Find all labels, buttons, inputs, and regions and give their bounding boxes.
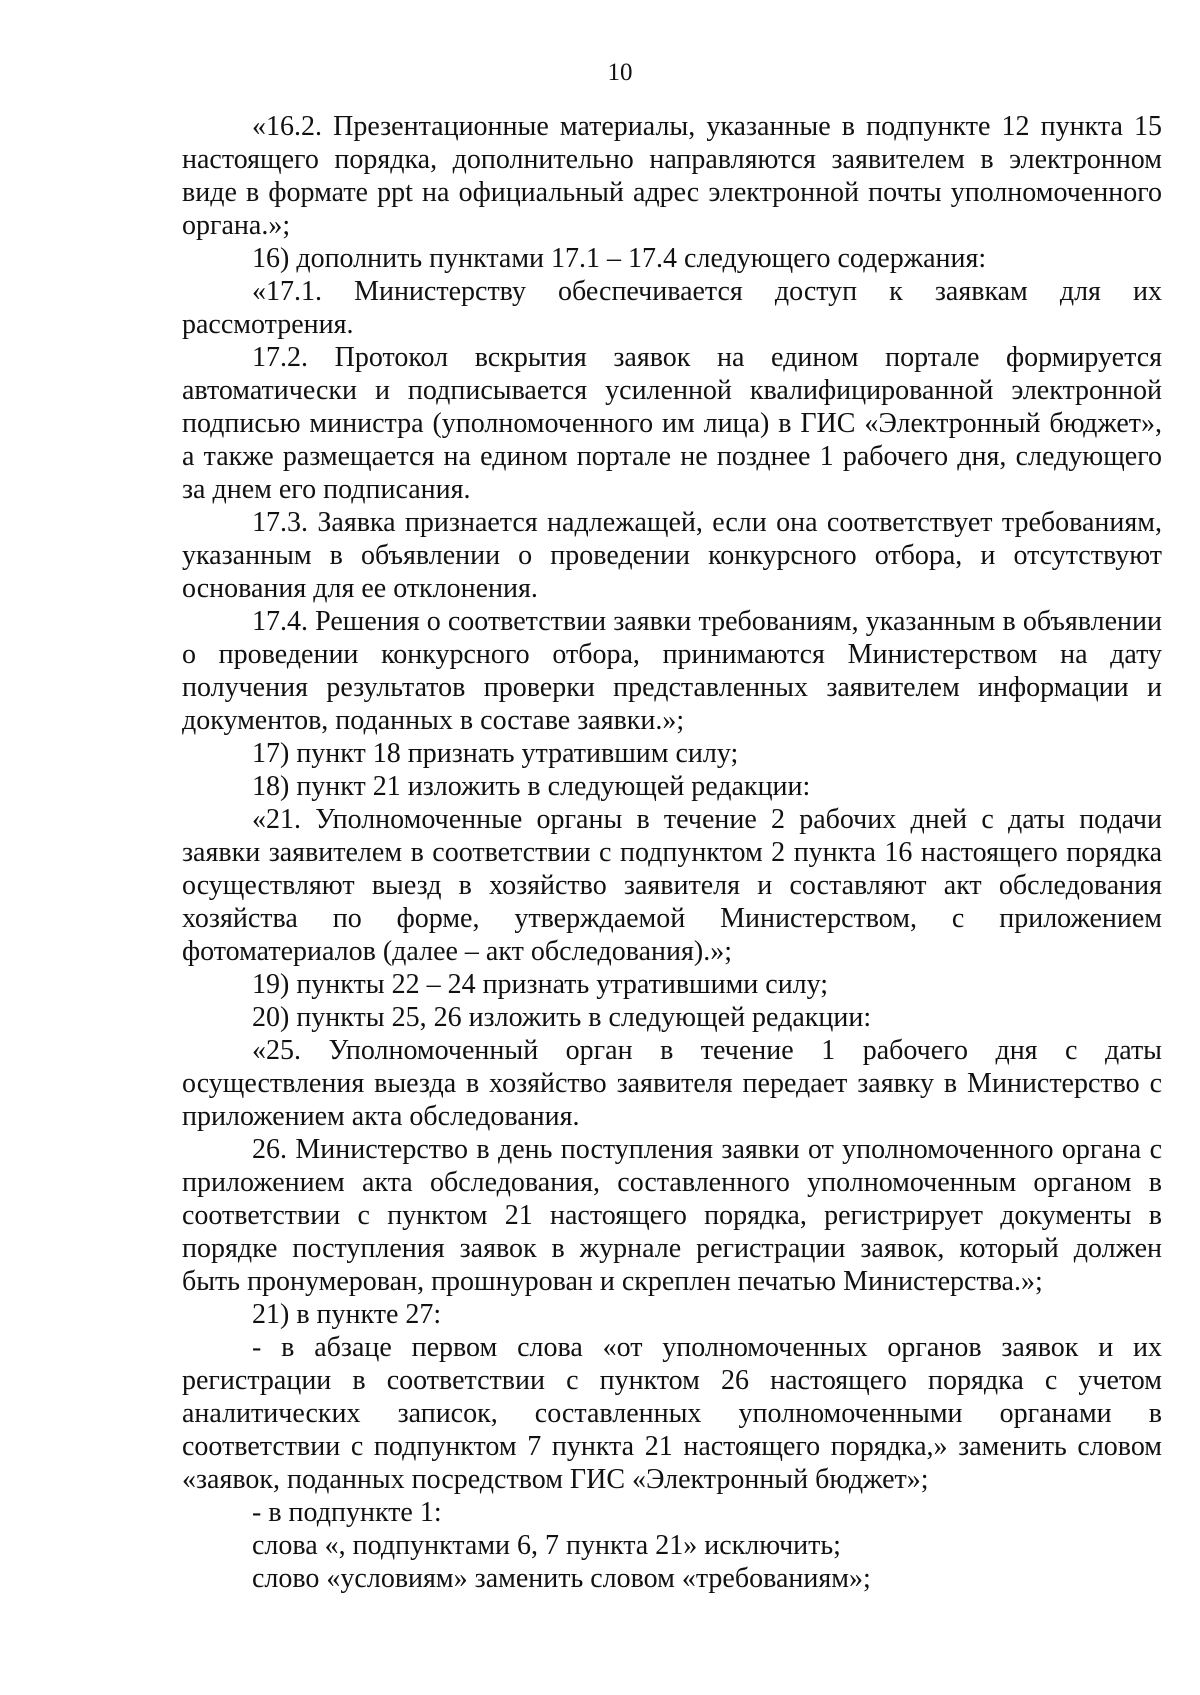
document-body bbox=[182, 110, 1162, 1595]
paragraph-25: «25. Уполномоченный орган в течение 1 рабочего дня с даты осуществления выезда в хозяйство заявителя передает заявку в Министерство с приложением акта обследования. bbox=[182, 1035, 1162, 1132]
paragraph-26: 26. Министерство в день поступления заявки от уполномоченного органа с приложением акта обследования, составленного уполномоченным органом в соответствии с пунктом 21 настоящего порядка, регистрирует документы в порядке поступления заявок в журнале регистрации заявок, который должен быть пронумерован, прошнурован и скреплен печатью Министерства.»; bbox=[182, 1134, 1162, 1297]
paragraph-item-19: 19) пункты 22 – 24 признать утратившими силу; bbox=[252, 969, 829, 1000]
paragraph-17-1: «17.1. Министерству обеспечивается доступ к заявкам для их рассмотрения. bbox=[182, 276, 1162, 340]
paragraph-abzac-first: - в абзаце первом слова «от уполномоченных органов заявок и их регистрации в соответствии с пунктом 26 настоящего порядка с учетом аналитических записок, составленных уполномоченными органами в соответствии с подпунктом 7 пункта 21 настоящего порядка,» заменить словом «заявок, поданных посредством ГИС «Электронный бюджет»; bbox=[182, 1332, 1162, 1495]
paragraph-17-3: 17.3. Заявка признается надлежащей, если она соответствует требованиям, указанным в объявлении о проведении конкурсного отбора, и отсутствуют основания для ее отклонения. bbox=[182, 507, 1162, 604]
paragraph-item-20: 20) пункты 25, 26 изложить в следующей редакции: bbox=[252, 1002, 872, 1033]
paragraph-item-17: 17) пункт 18 признать утратившим силу; bbox=[252, 738, 739, 769]
paragraph-17-2: 17.2. Протокол вскрытия заявок на едином портале формируется автоматически и подписывается усиленной квалифицированной электронной подписью министра (уполномоченного им лица) в ГИС «Электронный бюджет», а также размещается на едином портале не позднее 1 рабочего дня, следующего за днем его подписания. bbox=[182, 342, 1162, 505]
paragraph-16-2: «16.2. Презентационные материалы, указанные в подпункте 12 пункта 15 настоящего порядка, дополнительно направляются заявителем в электронном виде в формате ppt на официальный адрес электронной почты уполномоченного органа.»; bbox=[182, 111, 1162, 241]
paragraph-17-4: 17.4. Решения о соответствии заявки требованиям, указанным в объявлении о проведении конкурсного отбора, принимаются Министерством на дату получения результатов проверки представленных заявителем информации и документов, поданных в составе заявки.»; bbox=[182, 606, 1162, 736]
paragraph-item-18: 18) пункт 21 изложить в следующей редакции: bbox=[252, 771, 811, 802]
page-number: 10 bbox=[607, 59, 633, 86]
paragraph-replace-word: слово «условиям» заменить словом «требованиям»; bbox=[252, 1563, 871, 1594]
paragraph-21: «21. Уполномоченные органы в течение 2 рабочих дней с даты подачи заявки заявителем в соответствии с подпунктом 2 пункта 16 настоящего порядка осуществляют выезд в хозяйство заявителя и составляют акт обследования хозяйства по форме, утверждаемой Министерством, с приложением фотоматериалов (далее – акт обследования).»; bbox=[182, 804, 1162, 967]
paragraph-exclude-words: слова «, подпунктами 6, 7 пункта 21» исключить; bbox=[252, 1530, 841, 1561]
paragraph-item-21: 21) в пункте 27: bbox=[252, 1299, 442, 1330]
paragraph-item-16: 16) дополнить пунктами 17.1 – 17.4 следующего содержания: bbox=[252, 243, 987, 274]
paragraph-subitem-1: - в подпункте 1: bbox=[252, 1497, 442, 1528]
